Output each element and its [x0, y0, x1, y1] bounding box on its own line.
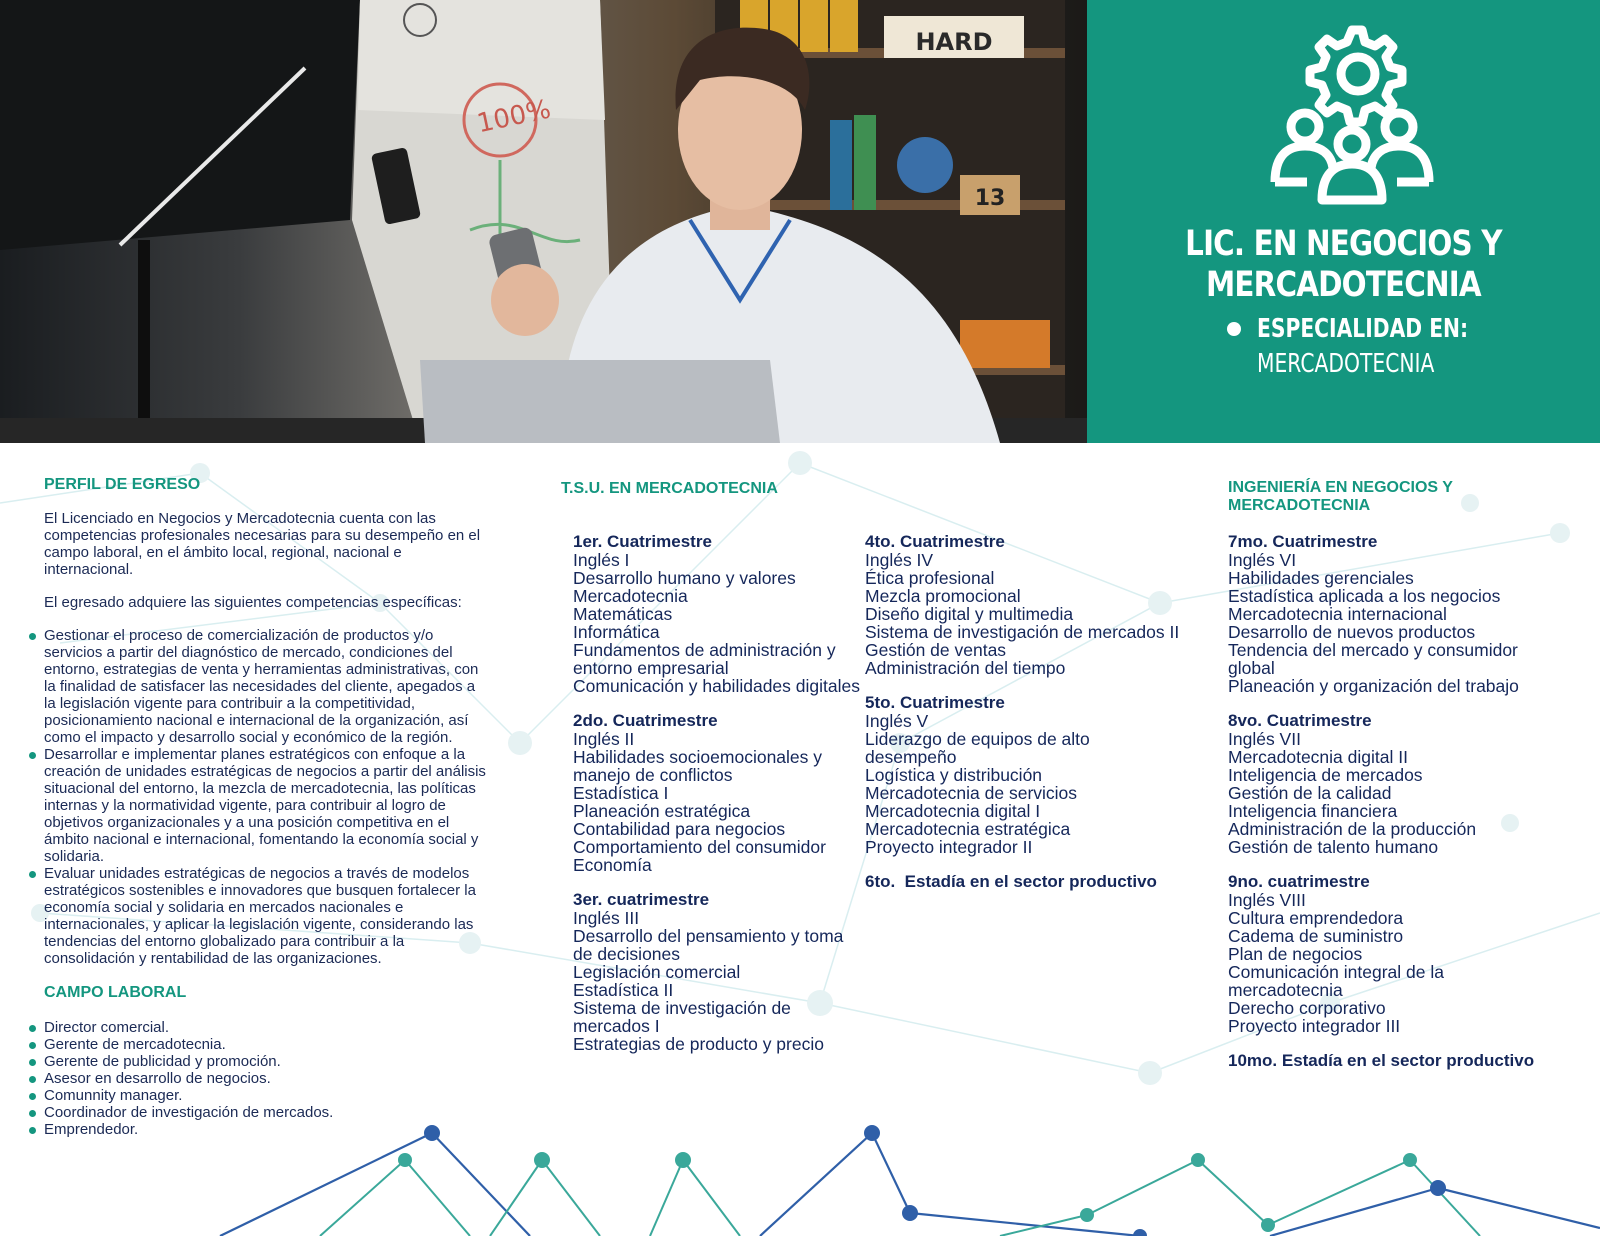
ing-final-term: 10mo. Estadía en el sector productivo: [1228, 1051, 1535, 1070]
campo-item: Comunnity manager.: [26, 1087, 486, 1104]
subject: Inteligencia de mercados: [1228, 765, 1423, 785]
specialty-bullet: [1227, 322, 1241, 336]
subject: Estadística I: [573, 783, 669, 803]
subject: Diseño digital y multimedia: [865, 604, 1074, 624]
subject: Gestión de ventas: [865, 640, 1007, 660]
subject: Mercadotecnia: [573, 586, 688, 606]
term-title: 3er. cuatrimestre: [573, 890, 710, 909]
term-block: [573, 712, 863, 874]
subject: Gestión de la calidad: [1228, 783, 1392, 803]
subject: Tendencia del mercado y consumidor global: [1228, 640, 1518, 678]
term-block: [1228, 873, 1548, 1035]
subject: Plan de negocios: [1228, 944, 1363, 964]
term-block: [573, 891, 863, 1053]
subject: Mezcla promocional: [865, 586, 1021, 606]
subject: Informática: [573, 622, 660, 642]
competencias-list: [26, 627, 486, 967]
campo-item: Coordinador de investigación de mercados.: [26, 1104, 486, 1121]
term-title: 1er. Cuatrimestre: [573, 532, 712, 551]
specialty-label: ESPECIALIDAD EN:: [1257, 314, 1469, 344]
subject: Legislación comercial: [573, 962, 741, 982]
subject: Inglés VII: [1228, 729, 1301, 749]
campo-item: Gerente de mercadotecnia.: [26, 1036, 486, 1053]
gear-people-icon: [1267, 22, 1437, 207]
subject: Cadema de suministro: [1228, 926, 1404, 946]
subject: Proyecto integrador II: [865, 837, 1033, 857]
subject: Comunicación integral de la mercadotecnia: [1228, 962, 1444, 1000]
subject: Administración de la producción: [1228, 819, 1477, 839]
term-title: 5to. Cuatrimestre: [865, 693, 1005, 712]
subject: Sistema de investigación de mercados II: [865, 622, 1180, 642]
subject: Derecho corporativo: [1228, 998, 1386, 1018]
subject: Liderazgo de equipos de alto desempeño: [865, 729, 1090, 767]
term-title: 2do. Cuatrimestre: [573, 711, 718, 730]
term-block: [865, 694, 1115, 856]
subject: Estadística II: [573, 980, 674, 1000]
campo-heading: CAMPO LABORAL: [44, 984, 187, 1001]
campo-item: Gerente de publicidad y promoción.: [26, 1053, 486, 1070]
competencia-item: Evaluar unidades estratégicas de negocios a través de modelos estratégicos sostenibles e innovadores que busquen fortalecer la economía social y solidaria en mercados nacionales e internacionales, y aplicar la legislación vigente, considerando las tendencias del entorno globalizado para contribuir a la consolidación y rentabilidad de las organizaciones.: [26, 865, 486, 967]
subject: Habilidades socioemocionales y manejo de conflictos: [573, 747, 823, 785]
term-block: [1228, 533, 1548, 695]
subject: Mercadotecnia digital I: [865, 801, 1041, 821]
subject: Inglés VIII: [1228, 890, 1306, 910]
subject: Inglés IV: [865, 550, 934, 570]
subject: Gestión de talento humano: [1228, 837, 1439, 857]
perfil-intro: El Licenciado en Negocios y Mercadotecnia cuenta con las competencias profesionales necesarias para su desempeño en el campo laboral, en el ámbito local, regional, nacional e internacional.: [44, 510, 481, 578]
term-title: 9no. cuatrimestre: [1228, 872, 1370, 891]
term-title: 4to. Cuatrimestre: [865, 532, 1005, 551]
subject: Inteligencia financiera: [1228, 801, 1398, 821]
board-note: 100%: [474, 94, 554, 140]
photo-illustration: [0, 0, 1087, 443]
campo-item: Asesor en desarrollo de negocios.: [26, 1070, 486, 1087]
term-title: 7mo. Cuatrimestre: [1228, 532, 1378, 551]
term-block: [573, 533, 863, 695]
subject: Desarrollo de nuevos productos: [1228, 622, 1476, 642]
subject: Administración del tiempo: [865, 658, 1066, 678]
subject: Matemáticas: [573, 604, 673, 624]
program-title-line-2: MERCADOTECNIA: [1206, 265, 1481, 305]
subject: Cultura emprendedora: [1228, 908, 1404, 928]
specialty-value: MERCADOTECNIA: [1257, 349, 1435, 379]
program-title-line-1: LIC. EN NEGOCIOS Y: [1185, 224, 1502, 264]
campo-item: Emprendedor.: [26, 1121, 486, 1138]
subject: Economía: [573, 855, 652, 875]
subject: Estrategias de producto y precio: [573, 1034, 824, 1054]
subject: Ética profesional: [865, 568, 995, 588]
campo-list: [26, 1019, 486, 1138]
tsu-heading: T.S.U. EN MERCADOTECNIA: [561, 480, 778, 497]
term-title: 8vo. Cuatrimestre: [1228, 711, 1372, 730]
subject: Planeación y organización del trabajo: [1228, 676, 1519, 696]
subject: Inglés VI: [1228, 550, 1297, 570]
competencia-item: Desarrollar e implementar planes estratégicos con enfoque a la creación de unidades estratégicas de negocios a partir del análisis situacional del entorno, la mezcla de mercadotecnia, las políticas internas y la normatividad vigente, para contribuir al logro de objetivos organizacionales y a una posición competitiva en el ámbito nacional e internacional, fomentando la economía social y solidaria.: [26, 746, 486, 865]
tsu-terms-right: [865, 533, 1205, 891]
perfil-heading: PERFIL DE EGRESO: [44, 476, 201, 493]
subject: Comportamiento del consumidor: [573, 837, 826, 857]
term-block: [865, 533, 1205, 677]
photo-sign: HARD: [915, 28, 993, 56]
perfil-intro-2: El egresado adquiere las siguientes competencias específicas:: [44, 594, 462, 611]
tsu-terms-left: [573, 533, 863, 1070]
subject: Inglés I: [573, 550, 630, 570]
subject: Fundamentos de administración y entorno empresarial: [573, 640, 836, 678]
campo-item: Director comercial.: [26, 1019, 486, 1036]
perfil-column: [26, 476, 486, 1138]
subject: Logística y distribución: [865, 765, 1043, 785]
subject: Desarrollo del pensamiento y toma de decisiones: [573, 926, 844, 964]
ing-heading: [1228, 479, 1548, 515]
ing-heading-line-1: INGENIERÍA EN NEGOCIOS Y: [1228, 479, 1453, 496]
subject: Contabilidad para negocios: [573, 819, 786, 839]
subject: Mercadotecnia digital II: [1228, 747, 1408, 767]
subject: Estadística aplicada a los negocios: [1228, 586, 1501, 606]
subject: Proyecto integrador III: [1228, 1016, 1401, 1036]
photo-calendar: 13: [974, 186, 1006, 211]
subject: Inglés V: [865, 711, 929, 731]
subject: Desarrollo humano y valores: [573, 568, 796, 588]
hero-banner: [0, 0, 1600, 443]
term-block: [1228, 712, 1548, 856]
subject: Habilidades gerenciales: [1228, 568, 1414, 588]
subject: Comunicación y habilidades digitales: [573, 676, 860, 696]
program-title: [1128, 224, 1559, 306]
tsu-final-term: 6to. Estadía en el sector productivo: [865, 872, 1157, 891]
subject: Inglés III: [573, 908, 640, 928]
subject: Mercadotecnia internacional: [1228, 604, 1447, 624]
program-panel: [1087, 0, 1600, 443]
subject: Planeación estratégica: [573, 801, 751, 821]
competencia-item: Gestionar el proceso de comercialización de productos y/o servicios a partir del diagnóstico de mercado, condiciones del entorno, estrategias de venta y herramientas administrativas, con la finalidad de satisfacer las necesidades del cliente, apegados a la legislación vigente para contribuir a la competitividad, posicionamiento nacional e internacional de la organización, así como el impacto y desarrollo social y económico de la región.: [26, 627, 486, 746]
subject: Inglés II: [573, 729, 635, 749]
ing-heading-line-2: MERCADOTECNIA: [1228, 497, 1371, 514]
subject: Sistema de investigación de mercados I: [573, 998, 791, 1036]
ing-column: [1228, 479, 1548, 1070]
subject: Mercadotecnia de servicios: [865, 783, 1078, 803]
subject: Mercadotecnia estratégica: [865, 819, 1071, 839]
hero-photo: [0, 0, 1087, 443]
